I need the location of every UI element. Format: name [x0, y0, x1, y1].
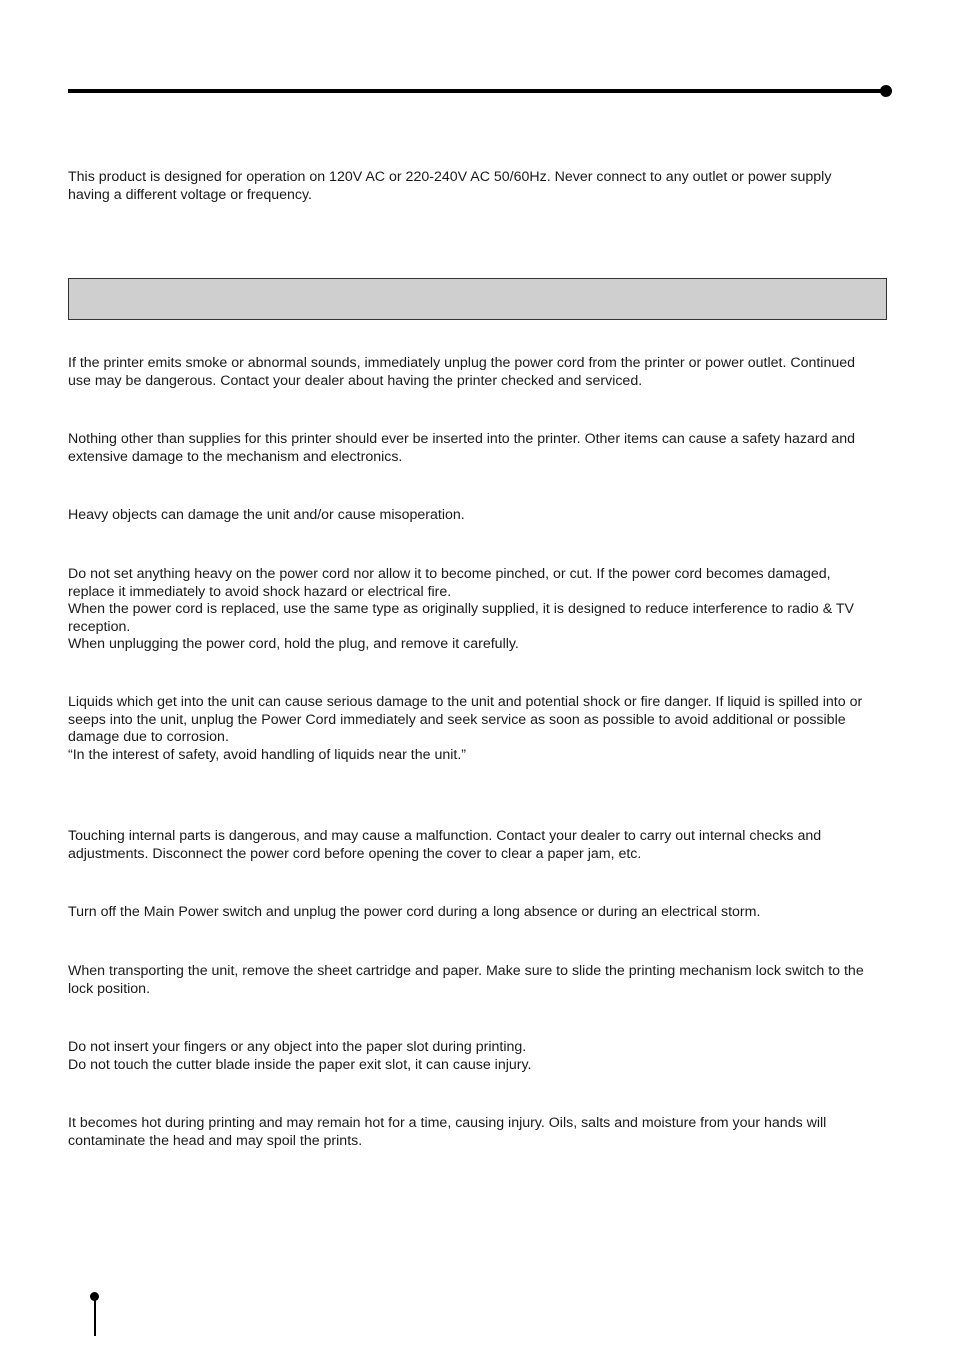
footer-marker-stem — [94, 1296, 96, 1336]
text-line: having a different voltage or frequency. — [68, 186, 312, 203]
text-line: When transporting the unit, remove the sheet cartridge and paper. Make sure to slide the printing mechanism lock switch to the — [68, 963, 864, 979]
text-line: Do not insert your fingers or any object into the paper slot during printing. — [68, 1039, 527, 1055]
text-line: This product is designed for operation on 120V AC or 220-240V AC 50/60Hz. Never connect to any outlet or power supply — [68, 169, 832, 185]
power-cord-paragraph — [68, 566, 886, 654]
text-line: seeps into the unit, unplug the Power Cord immediately and seek service as soon as possible to avoid additional or possible — [68, 711, 846, 728]
text-line: use may be dangerous. Contact your dealer about having the printer checked and serviced. — [68, 372, 643, 389]
text-line: extensive damage to the mechanism and electronics. — [68, 448, 403, 465]
power-requirements-paragraph — [68, 169, 886, 204]
text-line: Liquids which get into the unit can cause serious damage to the unit and potential shock or fire danger. If liquid is spilled into or — [68, 694, 863, 710]
header-rule-end-dot — [880, 85, 892, 97]
foreign-objects-paragraph — [68, 431, 886, 466]
text-line: When unplugging the power cord, hold the plug, and remove it carefully. — [68, 636, 519, 652]
text-line: replace it immediately to avoid shock hazard or electrical fire. — [68, 583, 452, 600]
text-line: Heavy objects can damage the unit and/or cause misoperation. — [68, 507, 465, 523]
text-line: When the power cord is replaced, use the same type as originally supplied, it is designed to reduce interference to radio & TV — [68, 601, 854, 617]
long-absence-paragraph — [68, 904, 886, 922]
text-line: If the printer emits smoke or abnormal sounds, immediately unplug the power cord from the printer or power outlet. Continued — [68, 355, 856, 371]
smoke-abnormal-sounds-paragraph — [68, 355, 886, 390]
header-rule — [68, 89, 886, 93]
warning-heading-box — [68, 278, 887, 320]
text-line: Do not touch the cutter blade inside the paper exit slot, it can cause injury. — [68, 1056, 532, 1073]
text-line: Touching internal parts is dangerous, and may cause a malfunction. Contact your dealer to carry out internal checks and — [68, 828, 822, 844]
text-line: lock position. — [68, 980, 151, 997]
internal-parts-paragraph — [68, 828, 886, 863]
footer-marker-dot — [90, 1292, 99, 1301]
text-line: contaminate the head and may spoil the prints. — [68, 1132, 363, 1149]
text-line: reception. — [68, 618, 131, 635]
text-line: adjustments. Disconnect the power cord before opening the cover to clear a paper jam, etc. — [68, 845, 642, 862]
text-line: Do not set anything heavy on the power cord nor allow it to become pinched, or cut. If the power cord becomes damaged, — [68, 566, 831, 582]
text-line: Turn off the Main Power switch and unplug the power cord during a long absence or during an electrical storm. — [68, 904, 761, 920]
text-line: It becomes hot during printing and may remain hot for a time, causing injury. Oils, salts and moisture from your hands will — [68, 1115, 827, 1131]
text-line: “In the interest of safety, avoid handling of liquids near the unit.” — [68, 746, 467, 763]
heavy-objects-paragraph — [68, 507, 886, 525]
thermal-head-paragraph — [68, 1115, 886, 1150]
liquids-paragraph — [68, 694, 886, 764]
transporting-paragraph — [68, 963, 886, 998]
text-line: damage due to corrosion. — [68, 729, 229, 745]
paper-slot-paragraph — [68, 1039, 886, 1074]
text-line: Nothing other than supplies for this printer should ever be inserted into the printer. Other items can cause a safety hazard and — [68, 431, 856, 447]
